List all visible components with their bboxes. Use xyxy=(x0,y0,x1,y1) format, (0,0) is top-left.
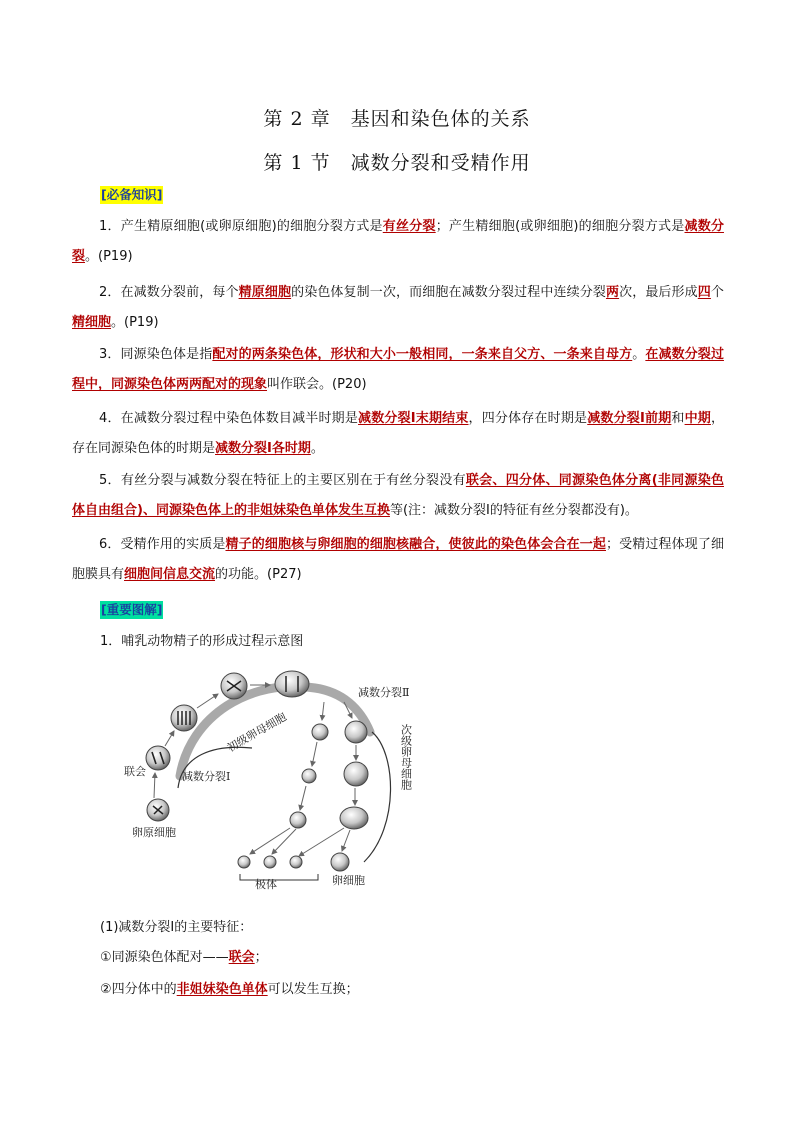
section-title: 第 1 节 减数分裂和受精作用 xyxy=(263,152,531,174)
text: 5．有丝分裂与减数分裂在特征上的主要区别在于有丝分裂没有 xyxy=(99,473,466,488)
key-term: 两 xyxy=(605,285,620,300)
text: 个 xyxy=(710,285,724,300)
key-term: 减数分裂Ⅰ末期结束 xyxy=(358,411,469,426)
oogenesis-diagram xyxy=(110,656,430,892)
label-egg-cell: 卵细胞 xyxy=(332,874,365,887)
text: ②四分体中的 xyxy=(100,982,177,997)
text: 。 xyxy=(632,347,646,362)
label-oogonium: 卵原细胞 xyxy=(132,826,176,839)
text: 可以发生互换； xyxy=(267,982,359,997)
secondary-polar-cell xyxy=(290,724,328,828)
key-term: 联会 xyxy=(228,950,255,965)
label-polar-body: 极体 xyxy=(255,878,277,891)
polar-body-bracket xyxy=(240,874,318,880)
key-term: 配对的两条染色体，形状和大小一般相同，一条来自父方、一条来自母方 xyxy=(212,347,633,362)
text: ；产生精细胞(或卵细胞)的细胞分裂方式是 xyxy=(435,219,685,234)
feature-title: (1)减数分裂Ⅰ的主要特征： xyxy=(100,920,253,935)
key-term: 精细胞 xyxy=(72,315,112,330)
synapsis-cell xyxy=(146,746,170,770)
text: 1．产生精原细胞(或卵原细胞)的细胞分裂方式是 xyxy=(99,219,383,234)
text: 2．在减数分裂前，每个 xyxy=(99,285,239,300)
diagram-title: 1．哺乳动物精子的形成过程示意图 xyxy=(100,634,304,649)
text: ，四分体存在时期是 xyxy=(468,411,588,426)
label-synapsis: 联会 xyxy=(124,765,146,778)
text: 4．在减数分裂过程中染色体数目减半时期是 xyxy=(99,411,359,426)
text: 3．同源染色体是指 xyxy=(99,347,213,362)
label-secondary-oocyte: 次级卵母细胞 xyxy=(399,724,413,790)
text: 等(注：减数分裂Ⅰ的特征有丝分裂都没有)。 xyxy=(389,503,638,518)
text: ①同源染色体配对—— xyxy=(100,950,229,965)
knowledge-item-5 xyxy=(72,466,724,526)
knowledge-item-1 xyxy=(72,212,724,272)
metaphase1-cell xyxy=(221,673,247,699)
text: 6．受精作用的实质是 xyxy=(99,537,226,552)
text: ； xyxy=(254,950,268,965)
label-meiosis-2: 减数分裂Ⅱ xyxy=(358,686,410,699)
key-term: 非姐妹染色单体 xyxy=(176,982,268,997)
key-term: 减数分裂Ⅰ前期 xyxy=(587,411,672,426)
key-term: 减数分裂 xyxy=(72,219,724,264)
feature-item-2 xyxy=(100,980,359,1000)
label-meiosis-1: 减数分裂Ⅰ xyxy=(182,770,231,783)
egg-cell xyxy=(331,853,349,871)
key-term: 细胞间信息交流 xyxy=(124,567,216,582)
secondary-oocyte-cells xyxy=(340,721,368,829)
knowledge-item-2 xyxy=(72,278,724,338)
text: 次，最后形成 xyxy=(619,285,698,300)
key-term: 联会、四分体、同源染色体分离(非同源染色体自由组合)、同源染色体上的非姐妹染色单体发生互换 xyxy=(72,473,724,518)
key-term: 在减数分裂过程中，同源染色体两两配对的现象 xyxy=(72,347,724,392)
text: ，存在同源染色体的时期是 xyxy=(72,411,724,456)
text: 的染色体复制一次，而细胞在减数分裂过程中连续分裂 xyxy=(291,285,606,300)
text: 和 xyxy=(671,411,685,426)
key-term: 中期 xyxy=(684,411,711,426)
text: 。(P19) xyxy=(85,249,133,264)
key-term: 减数分裂Ⅰ各时期 xyxy=(215,441,311,456)
text: 叫作联会。(P20) xyxy=(267,377,367,392)
anaphase1-cell xyxy=(275,671,309,697)
text: 的功能。(P27) xyxy=(215,567,302,582)
knowledge-item-6 xyxy=(72,530,724,590)
key-term: 有丝分裂 xyxy=(382,219,436,234)
important-diagram-tag: [重要图解] xyxy=(101,602,163,617)
knowledge-item-3 xyxy=(72,340,724,400)
polar-body-cells xyxy=(238,856,302,868)
oogonium-cell xyxy=(147,799,169,821)
feature-item-1 xyxy=(100,948,268,968)
key-term: 精子的细胞核与卵细胞的细胞核融合，使彼此的染色体会合在一起 xyxy=(225,537,606,552)
label-primary-oocyte: 初级卵母细胞 xyxy=(225,710,289,755)
key-term: 四 xyxy=(697,285,711,300)
tetrad-cell xyxy=(171,705,197,731)
secondary-oocyte-bracket xyxy=(364,732,391,862)
chapter-title: 第 2 章 基因和染色体的关系 xyxy=(263,108,531,130)
knowledge-item-4 xyxy=(72,404,724,464)
key-term: 精原细胞 xyxy=(238,285,292,300)
text: 。 xyxy=(310,441,324,456)
text: 。(P19) xyxy=(111,315,159,330)
required-knowledge-tag: [必备知识] xyxy=(101,187,163,202)
text: ；受精过程体现了细胞膜具有 xyxy=(72,537,724,582)
